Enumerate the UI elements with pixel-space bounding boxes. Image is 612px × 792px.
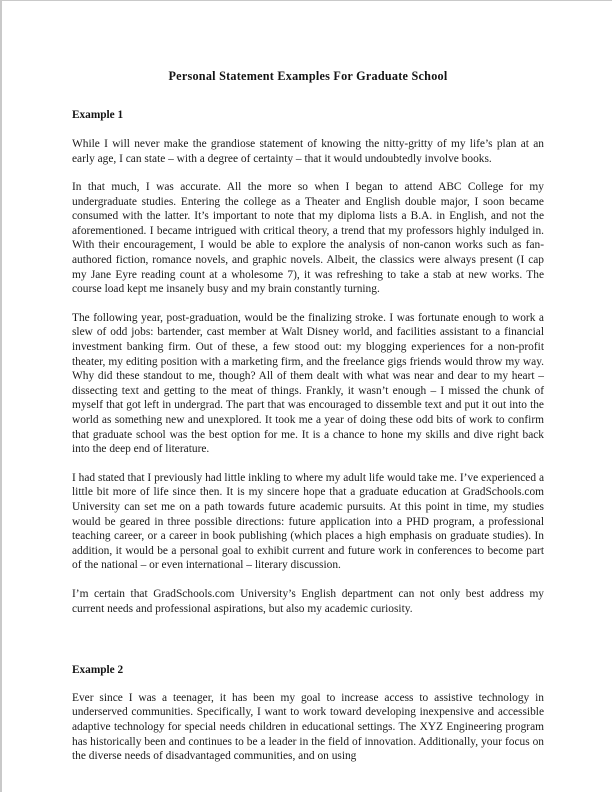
paragraph: The following year, post-graduation, would be the finalizing stroke. I was fortunate enough to work a slew of odd jobs: bartender, cast member at Walt Disney world, and facilities assistant to a financial investment banking firm. Out of these, a few stood out: my blogging experiences for a non-profit theater, my editing position with a marketing firm, and the freelance gigs friends would throw my way. Why did these standout to me, though? All of them dealt with what was near and dear to my heart – dissecting text and getting to the meat of things. Frankly, it wasn’t enough – I missed the chunk of myself that got left in undergrad. The part that was encouraged to dissemble text and put it out into the world as something new and unexplored. It took me a year of doing these odd bits of work to confirm that graduate school was the best option for me. It is a chance to hone my skills and dive right back into the deep end of literature.	[72, 311, 544, 456]
document-body	[72, 1, 544, 764]
section-heading-example-2: Example 2	[72, 664, 124, 677]
paragraph: Ever since I was a teenager, it has been my goal to increase access to assistive technology in underserved communities. Specifically, I want to work toward developing inexpensive and accessible adaptive technology for special needs children in educational settings. The XYZ Engineering program has historically been and continues to be a leader in the field of innovation. Additionally, your focus on the diverse needs of disadvantaged communities, and on using	[72, 691, 544, 763]
paragraph: I’m certain that GradSchools.com University’s English department can not only best address my current needs and professional aspirations, but also my academic curiosity.	[72, 587, 544, 615]
page-title: Personal Statement Examples For Graduate School	[168, 69, 448, 83]
paragraph: In that much, I was accurate. All the more so when I began to attend ABC College for my undergraduate studies. Entering the college as a Theater and English double major, I soon became consumed with the latter. It’s important to note that my diploma lists a B.A. in English, and not the aforementioned. I became intrigued with critical theory, a trend that my professors highly indulged in. With their encouragement, I would be able to explore the analysis of non-canon works such as fan-authored fiction, romance novels, and graphic novels. Albeit, the classics were always present (I cap my Jane Eyre reading count at a wholesome 7), it was refreshing to take a stab at new works. The course load kept me insanely busy and my brain constantly turning.	[72, 181, 544, 296]
paragraph: While I will never make the grandiose statement of knowing the nitty-gritty of my life’s plan at an early age, I can state – with a degree of certainty – that it would undoubtedly involve books.	[72, 137, 544, 165]
section-heading-example-1: Example 1	[72, 109, 124, 122]
paragraph: I had stated that I previously had little inkling to where my adult life would take me. I’ve experienced a little bit more of life since then. It is my sincere hope that a graduate education at GradSchools.com University can set me on a path towards future academic pursuits. At this point in time, my studies would be geared in three possible directions: future application into a PHD program, a professional teaching career, or a career in book publishing (which places a high emphasis on graduate studies). In addition, it would be a personal goal to exhibit current and future work in conferences to become part of the national – or even international – literary discussion.	[72, 471, 544, 572]
